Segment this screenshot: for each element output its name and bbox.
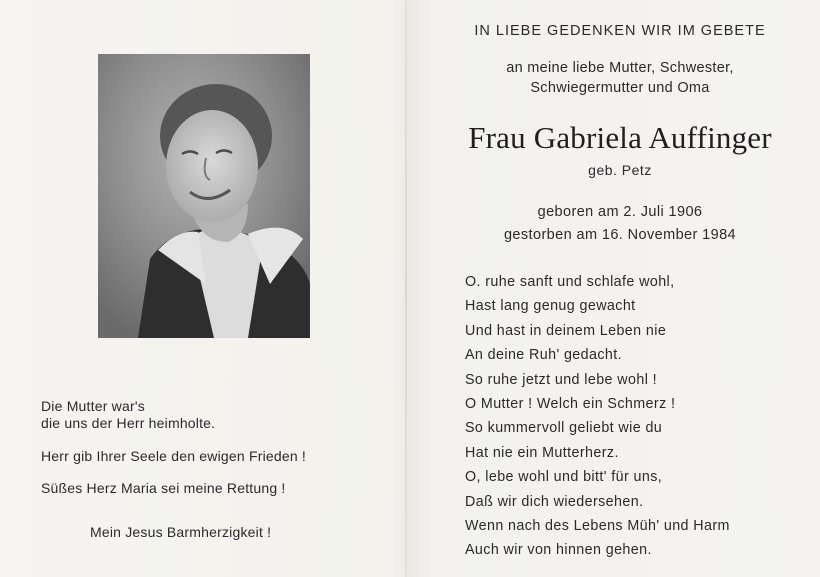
poem-line: O. ruhe sanft und schlafe wohl, [465, 274, 675, 290]
poem-line: So kummervoll geliebt wie du [465, 420, 663, 437]
verse-line: Die Mutter war's [41, 398, 145, 414]
card-fold [405, 0, 407, 577]
poem-line: So ruhe jetzt und lebe wohl ! [465, 371, 658, 388]
card-heading: IN LIEBE GEDENKEN WIR IM GEBETE [474, 23, 766, 39]
deceased-name: Frau Gabriela Auffinger [468, 120, 772, 155]
life-dates [440, 201, 800, 247]
poem-line: Auch wir von hinnen gehen. [465, 542, 652, 559]
verse [41, 398, 215, 432]
poem-line: O, lebe wohl und bitt' für uns, [465, 469, 663, 486]
prayer-peace: Herr gib Ihrer Seele den ewigen Frieden ! [41, 448, 307, 464]
verse-line: die uns der Herr heimholte. [41, 415, 216, 431]
dedication [440, 58, 800, 98]
prayer-mercy: Mein Jesus Barmherzigkeit ! [90, 524, 272, 540]
poem-line: Hat nie ein Mutterherz. [465, 444, 619, 461]
poem [465, 270, 730, 563]
portrait-photo [98, 54, 310, 338]
death-date: gestorben am 16. November 1984 [503, 227, 737, 243]
poem-line: Hast lang genug gewacht [465, 298, 636, 315]
dedication-line: Schwiegermutter und Oma [530, 80, 710, 96]
birth-date: geboren am 2. Juli 1906 [537, 204, 703, 220]
prayer-maria: Süßes Herz Maria sei meine Rettung ! [41, 480, 286, 496]
poem-line: Wenn nach des Lebens Müh' und Harm [465, 518, 730, 535]
poem-line: Und hast in deinem Leben nie [465, 322, 667, 339]
poem-line: An deine Ruh' gedacht. [465, 347, 622, 364]
poem-line: Daß wir dich wiedersehen. [465, 493, 644, 510]
poem-line: O Mutter ! Welch ein Schmerz ! [465, 396, 676, 413]
maiden-name: geb. Petz [588, 162, 652, 178]
dedication-line: an meine liebe Mutter, Schwester, [506, 60, 734, 76]
